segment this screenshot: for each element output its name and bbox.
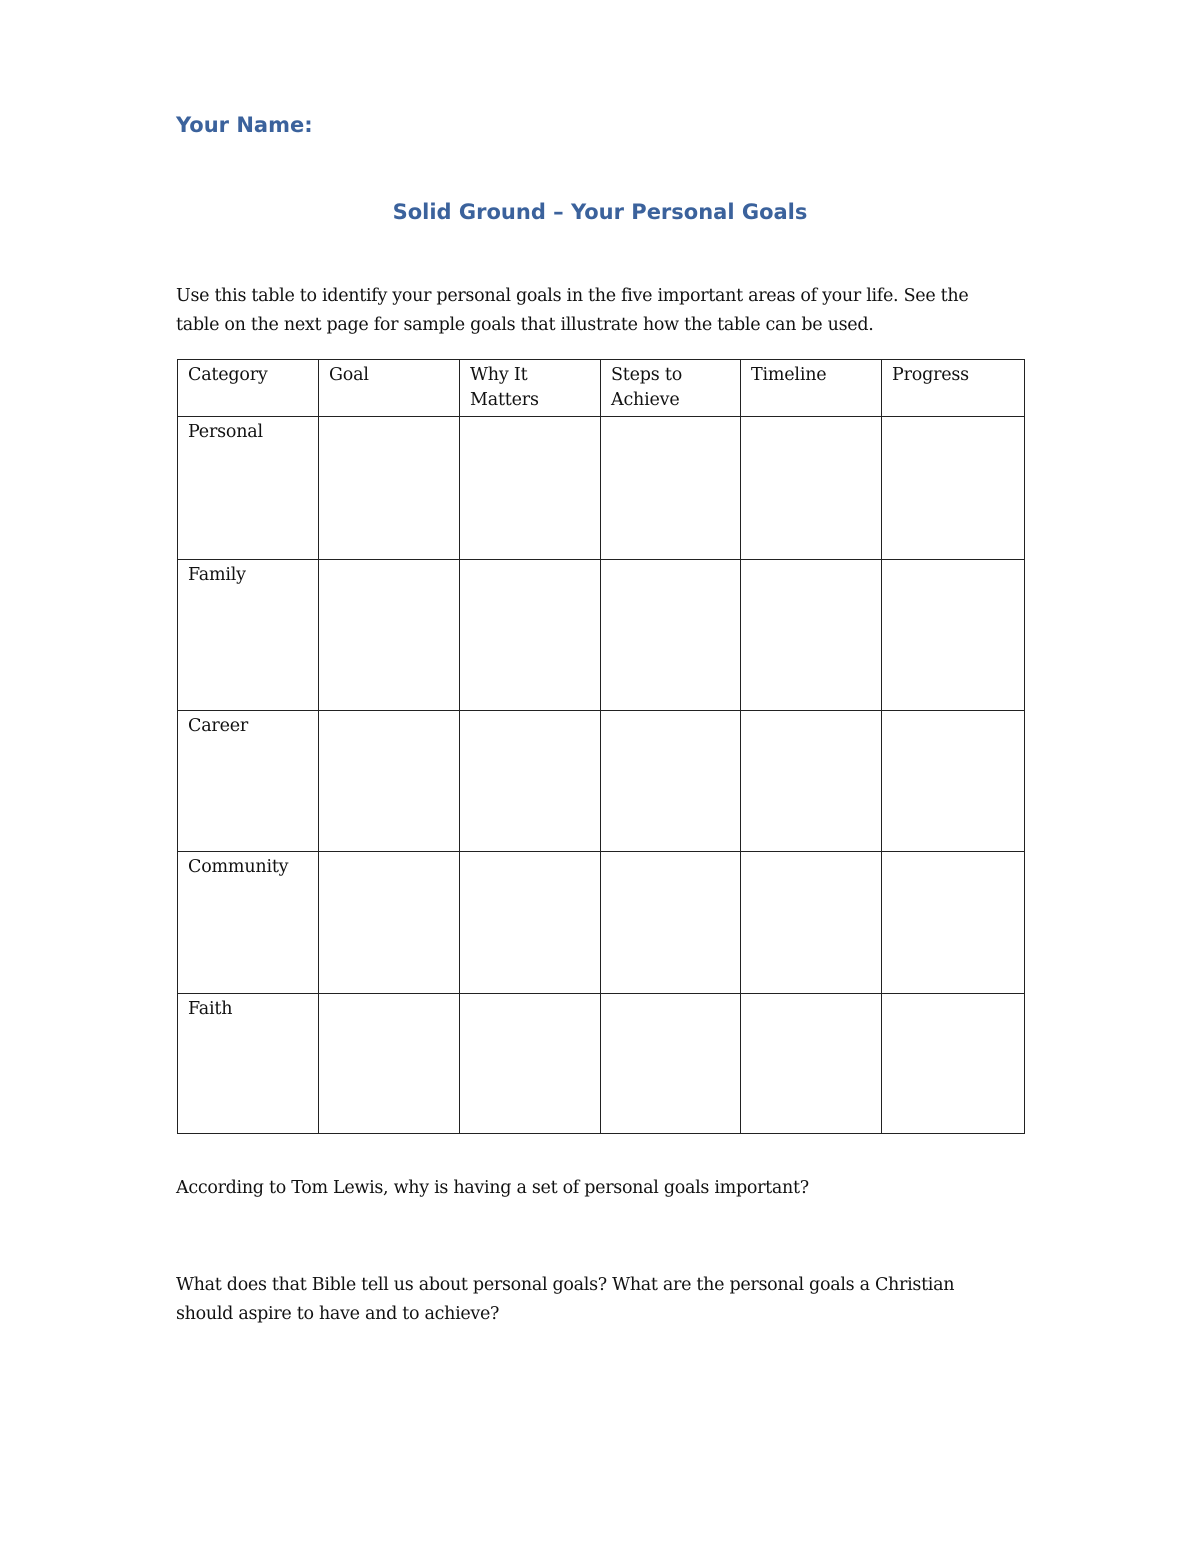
timeline-cell[interactable] xyxy=(741,417,882,560)
progress-cell[interactable] xyxy=(882,994,1025,1134)
question-2-line-2: should aspire to have and to achieve? xyxy=(176,1304,500,1324)
timeline-cell[interactable] xyxy=(741,852,882,994)
goal-cell[interactable] xyxy=(319,711,460,852)
goal-cell[interactable] xyxy=(319,417,460,560)
why-it-matters-cell[interactable] xyxy=(460,994,601,1134)
header-steps-to-achieve: Steps to Achieve xyxy=(601,360,741,417)
goal-cell[interactable] xyxy=(319,560,460,711)
steps-to-achieve-cell[interactable] xyxy=(601,852,741,994)
intro-line-1: Use this table to identify your personal goals in the five important areas of your life. See the xyxy=(176,286,969,306)
category-career: Career xyxy=(178,711,319,852)
header-timeline: Timeline xyxy=(741,360,882,417)
category-personal: Personal xyxy=(178,417,319,560)
category-community: Community xyxy=(178,852,319,994)
goal-cell[interactable] xyxy=(319,994,460,1134)
why-it-matters-cell[interactable] xyxy=(460,711,601,852)
header-progress: Progress xyxy=(882,360,1025,417)
table-row xyxy=(178,417,1025,560)
question-1: According to Tom Lewis, why is having a set of personal goals important? xyxy=(176,1178,809,1198)
personal-goals-table xyxy=(177,359,1025,1134)
header-why-it-matters: Why It Matters xyxy=(460,360,601,417)
table-row xyxy=(178,711,1025,852)
intro-paragraph xyxy=(176,282,1036,340)
timeline-cell[interactable] xyxy=(741,711,882,852)
timeline-cell[interactable] xyxy=(741,994,882,1134)
table-row xyxy=(178,560,1025,711)
timeline-cell[interactable] xyxy=(741,560,882,711)
table-header-row xyxy=(178,360,1025,417)
steps-to-achieve-cell[interactable] xyxy=(601,417,741,560)
steps-to-achieve-cell[interactable] xyxy=(601,994,741,1134)
progress-cell[interactable] xyxy=(882,417,1025,560)
header-category: Category xyxy=(178,360,319,417)
progress-cell[interactable] xyxy=(882,711,1025,852)
question-2-line-1: What does that Bible tell us about personal goals? What are the personal goals a Christian xyxy=(176,1275,955,1295)
steps-to-achieve-cell[interactable] xyxy=(601,560,741,711)
header-goal: Goal xyxy=(319,360,460,417)
question-2 xyxy=(176,1271,1036,1329)
why-it-matters-cell[interactable] xyxy=(460,852,601,994)
steps-to-achieve-cell[interactable] xyxy=(601,711,741,852)
progress-cell[interactable] xyxy=(882,852,1025,994)
category-family: Family xyxy=(178,560,319,711)
table-row xyxy=(178,994,1025,1134)
progress-cell[interactable] xyxy=(882,560,1025,711)
goal-cell[interactable] xyxy=(319,852,460,994)
page-title: Solid Ground – Your Personal Goals xyxy=(392,200,808,224)
category-faith: Faith xyxy=(178,994,319,1134)
table-row xyxy=(178,852,1025,994)
your-name-label: Your Name: xyxy=(176,113,313,137)
intro-line-2: table on the next page for sample goals that illustrate how the table can be used. xyxy=(176,315,874,335)
why-it-matters-cell[interactable] xyxy=(460,417,601,560)
why-it-matters-cell[interactable] xyxy=(460,560,601,711)
